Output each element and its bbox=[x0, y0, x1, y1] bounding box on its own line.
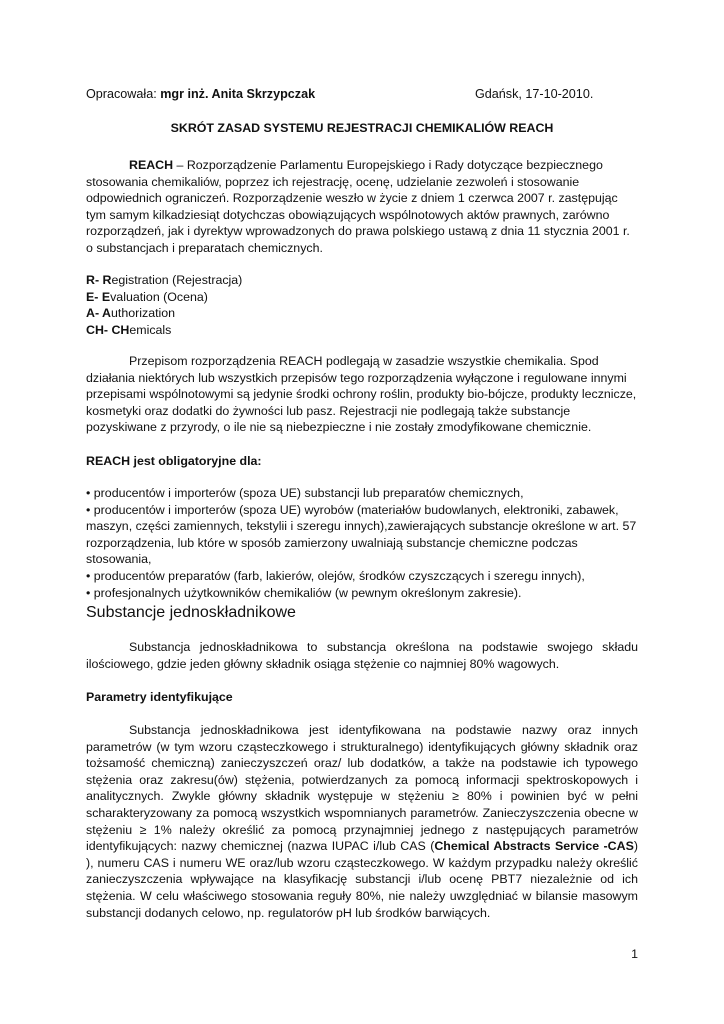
scope-paragraph: Przepisom rozporządzenia REACH podlegają w zasadzie wszystkie chemikalia. Spod działania niektórych lub wszystkich przepisów tego rozporządzenia wyłączone i regulowane innymi przepisami wspólnotowymi są jedynie środki ochrony roślin, produkty bio-bójcze, produkty lecznicze, kosmetyki oraz dodatki do żywności lub pasz. Rejestracji nie podlegają także substancje pozyskiwane z przyrody, o ile nie są niebezpieczne i nie zostały zmodyfikowane chemicznie. bbox=[86, 354, 637, 435]
document-title: SKRÓT ZASAD SYSTEMU REJESTRACJI CHEMIKALIÓW REACH bbox=[170, 121, 554, 135]
section-heading: Substancje jednoskładnikowe bbox=[86, 604, 296, 621]
author-label: Opracowała: bbox=[86, 87, 161, 101]
intro-paragraph bbox=[86, 157, 638, 257]
params-text-2: ) ), numeru CAS i numeru WE oraz/lub wzoru cząsteczkowego. W każdym przypadku należy określić zanieczyszczenia wpływające na klasyfikację substancji i/lub ocenę PBT7 niezależnie od ich stężenia. W celu właściwego stosowania reguły 80%, nie należy uwzględniać w bilansie masowym substancji dodanych celowo, np. regulatorów pH lub środków barwiących. bbox=[86, 839, 638, 920]
list-item: • producentów i importerów (spoza UE) wyrobów (materiałów budowlanych, elektroniki, zabawek, maszyn, części zamiennych, tekstylii i szeregu innych),zawierających substancje określone w art. 57 rozporządzenia, lub które w sposób zamierzony uwalniają substancje chemiczne podczas stosowania, bbox=[86, 502, 637, 567]
obligatory-list bbox=[86, 485, 638, 601]
acronym-word: uthorization bbox=[111, 306, 176, 321]
page-number: 1 bbox=[631, 947, 638, 961]
section-paragraph: Substancja jednoskładnikowa to substancja określona na podstawie swojego składu ilościowego, gdzie jeden główny składnik osiąga stężenie co najmniej 80% wagowych. bbox=[86, 640, 638, 671]
place-date: Gdańsk, 17-10-2010. bbox=[475, 87, 594, 101]
acronym-letter: A- A bbox=[86, 306, 112, 321]
acronym-word: egistration (Rejestracja) bbox=[111, 273, 243, 287]
obligatory-heading: REACH jest obligatoryjne dla: bbox=[86, 454, 262, 468]
acronym-item bbox=[86, 305, 638, 322]
params-paragraph bbox=[86, 722, 638, 921]
author-name: mgr inż. Anita Skrzypczak bbox=[160, 87, 316, 101]
acronym-item bbox=[86, 272, 638, 289]
params-heading: Parametry identyfikujące bbox=[86, 690, 233, 704]
list-item: • profesjonalnych użytkowników chemikaliów (w pewnym określonym zakresie). bbox=[86, 585, 522, 600]
params-bold-term: Chemical Abstracts Service -CAS bbox=[434, 839, 634, 854]
list-item: • producentów preparatów (farb, lakierów, olejów, środków czyszczących i szeregu innych), bbox=[86, 568, 585, 583]
list-item: • producentów i importerów (spoza UE) substancji lub preparatów chemicznych, bbox=[86, 486, 524, 500]
acronym-list bbox=[86, 272, 638, 338]
intro-text: – Rozporządzenie Parlamentu Europejskiego i Rady dotyczące bezpiecznego stosowania chemikaliów, poprzez ich rejestrację, ocenę, udzielanie zezwoleń i stosowanie odpowiednich ograniczeń. Rozporządzenie weszło w życie z dniem 1 czerwca 2007 r. zastępując tym samym kilkadziesiąt dotychczas obowiązujących wspólnotowych aktów prawnych, zarówno rozporządzeń, jak i dyrektyw wprowadzonych do prawa polskiego ustawą z dnia 11 stycznia 2001 r. o substancjach i preparatach chemicznych. bbox=[86, 158, 630, 255]
acronym-word: valuation (Ocena) bbox=[110, 289, 208, 304]
acronym-letter: R- R bbox=[86, 273, 112, 287]
params-text-1: Substancja jednoskładnikowa jest identyfikowana na podstawie nazwy oraz innych parametrów (w tym wzoru cząsteczkowego i strukturalnego) identyfikujących główny składnik oraz tożsamość chemiczną) zanieczyszczeń oraz/ lub dodatków, a także na podstawie ich typowego stężenia oraz zakresu(ów) stężenia, potwierdzanych za pomocą informacji spektroskopowych i analitycznych. Zwykle główny składnik występuje w stężeniu ≥ 80% i powinien być w pełni scharakteryzowany za pomocą wszystkich wspomnianych parametrów. Zanieczyszczenia obecne w stężeniu ≥ 1% należy określić za pomocą przynajmniej jednego z następujących parametrów identyfikujących: nazwy chemicznej (nazwa IUPAC i/lub CAS ( bbox=[86, 723, 638, 854]
acronym-item bbox=[86, 289, 638, 306]
acronym-letter: CH- CH bbox=[86, 322, 130, 337]
intro-term: REACH bbox=[129, 158, 174, 172]
acronym-letter: E- E bbox=[86, 289, 111, 304]
document-header bbox=[86, 87, 638, 101]
acronym-word: emicals bbox=[129, 322, 172, 337]
acronym-item bbox=[86, 322, 638, 339]
